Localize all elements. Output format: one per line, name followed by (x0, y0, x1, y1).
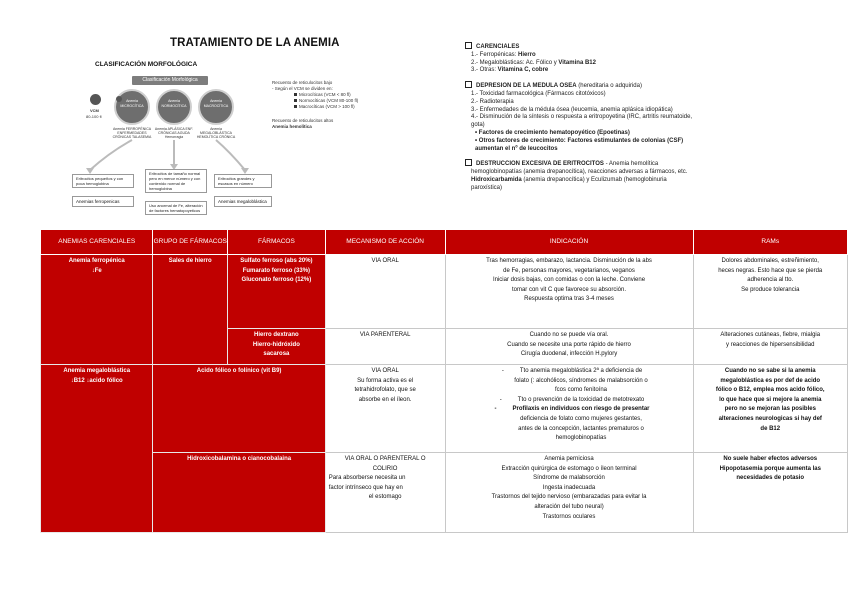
circle-label-macro: Anemia MEGALOBLÁSTICA HEMOLÍTICA CRÓNICA (196, 127, 236, 139)
table-row (41, 365, 848, 453)
cell-line: COLIRIO (372, 465, 398, 472)
cell-line (449, 377, 690, 387)
retic-item-text: Macrocíticas (VCM > 100 fl) (299, 104, 355, 109)
cell-cob-ind (445, 453, 693, 533)
cell-line: lo que hace que si mejore la anemia (719, 396, 822, 403)
cell-line: Respuesta optima tras 3-4 meses (524, 296, 614, 303)
dash: - (494, 406, 497, 413)
carenciales-title: CARENCIALES (476, 44, 520, 50)
medula-item: 2.- Radioterapia (471, 98, 514, 105)
circle-normocitica (156, 89, 192, 125)
cell-line: tetrahidrofolato, que se (354, 387, 416, 394)
connector-right (216, 140, 245, 170)
cell-line: alteraciones neurologicas si hay def (718, 415, 822, 422)
medula-item: 3.- Enfermedades de la médula ósea (leucemia, anemia aplásica idiopática) (471, 106, 673, 113)
retic-item-text: Normocíticas (VCM 80-100 fl) (299, 98, 359, 103)
item-text: 2.- Megaloblásticas: Ac. Fólico y (471, 59, 559, 66)
cell-line: No suele haber efectos adversos (723, 456, 818, 462)
retic-high-title: Recuento de reticulocitos altos (272, 118, 334, 123)
cell-oral-mech: VIA ORAL (325, 255, 445, 329)
cell-line: y reacciones de hipersensibilidad (726, 341, 815, 348)
cell-line: sacarosa (263, 351, 290, 358)
cell-line: Trastornos del tejido nervioso (embarazadas para evitar la (491, 494, 647, 501)
destruccion-text-part: (anemia drepanocítica) y Eculizumab (hemoglobinuria paroxística) (471, 176, 667, 191)
item-bold: Vitamina B12 (558, 59, 596, 66)
cell-line: Hierro-hidróxido (252, 341, 300, 348)
treatment-table (40, 229, 848, 533)
item-text: 3.- Otras: (471, 67, 498, 74)
vcm-sphere (90, 94, 101, 105)
cell-line: ↓B12 ↓acido fólico (70, 377, 123, 384)
reticulocyte-notes (272, 80, 422, 130)
cell-line: Hipopotasemia porque aumenta las (719, 465, 821, 472)
carencial-item (465, 60, 695, 68)
bullet-text: Factores de crecimiento hematopoyético (Epoetinas) (478, 129, 630, 136)
vcm-sphere-icon (90, 94, 101, 105)
destruccion-text (465, 169, 695, 192)
cell-icon (116, 96, 122, 102)
line-text: antes de la concepción, lactantes prematuros o (518, 425, 644, 432)
destruccion-title: DESTRUCCION EXCESIVA DE ERITROCITOS (476, 161, 604, 168)
cell-line (449, 396, 690, 406)
cell-anemia-ferropenica (41, 255, 153, 365)
cell-line: de B12 (760, 425, 781, 432)
cell-fol-rams (693, 365, 848, 453)
cell-line (449, 386, 690, 396)
page-title: TRATAMIENTO DE LA ANEMIA (170, 37, 340, 49)
line-text: hemoglobinopatías (555, 435, 607, 442)
retic-low-sub: - Según el VCM se dividen en: (272, 86, 333, 91)
circle-label-micro: Anemia FERROPÉNICA ENFERMEDADES CRÓNICAS TALASEMIA (112, 127, 152, 139)
cell-line: Se produce tolerancia (741, 286, 800, 293)
table-header-row (41, 230, 848, 255)
square-bullet-icon (294, 93, 297, 96)
cell-line: necesidades de potasio (736, 475, 805, 482)
circle-line: Anemia (210, 99, 222, 103)
destruccion-text-part: hemoglobinopatías (anemia drepanocítica), reacciones adversas a fármacos, etc. (471, 169, 688, 176)
item-bold: Hierro (518, 51, 536, 58)
cell-line: Para absorberse necesita un (328, 475, 406, 482)
cell-line: absorbe en el íleon. (358, 396, 412, 403)
cell-line: Anemia perniciosa (544, 456, 594, 462)
connector-left (90, 140, 132, 170)
header-indicacion: INDICACIÓN (445, 230, 693, 255)
cell-line: Su forma activa es el (357, 377, 414, 384)
cell-line: Cuando no se sabe si la anemia (724, 368, 816, 374)
cell-line: VIA ORAL (371, 368, 399, 374)
cell-par-ind (445, 329, 693, 365)
square-bullet-icon (294, 99, 297, 102)
cell-line: Cirugía duodenal, infección H.pylory (520, 351, 618, 358)
cell-line: Hierro dextrano (254, 332, 299, 338)
line-text: Tto o prevención de la toxicidad de metotrexato (517, 396, 645, 403)
cell-par-rams (693, 329, 848, 365)
medula-item: 1.- Toxicidad farmacológica (Fármacos citotóxicos) (471, 90, 606, 97)
line-text: Tto anemia megaloblástica 2ª a deficiencia de (519, 368, 643, 374)
retic-high-sub: Anemia hemolítica (272, 124, 312, 129)
cell-line (449, 367, 690, 377)
header-rams: RAMs (693, 230, 848, 255)
box-eritrocitos-pequenos: Eritrocitos pequeños y con poca hemoglobina (72, 174, 134, 188)
destruccion-bold: Hidroxicarbamida (471, 176, 522, 183)
cell-line: alteración del tubo neural) (534, 503, 604, 510)
cell-sales-hierro: Sales de hierro (153, 255, 228, 365)
spacer (272, 110, 422, 118)
header-grupo: GRUPO DE FÁRMACOS (153, 230, 228, 255)
dash: - (501, 368, 504, 374)
cell-line: Anemia megaloblástica (63, 368, 131, 374)
square-bullet-icon (294, 105, 297, 108)
cell-line: Tras hemorragias, embarazo, lactancia. Disminución de la abs (486, 258, 652, 264)
circle-label-normo: Anemia APLÁSICA ENF. CRÓNICAS AGUDA Hemorragia (154, 127, 194, 139)
cell-line: megaloblástica es por def de acido (720, 377, 821, 384)
checkbox-square-icon (465, 81, 472, 88)
circle-line: Anemia (168, 99, 180, 103)
medula-item: 4.- Disminución de la síntesis o respuesta a eritropoyetina (IRC, artritis reumatoide, gota) (471, 114, 693, 129)
cell-line: Alteraciones cutáneas, fiebre, mialgia (720, 332, 821, 338)
cell-fol-mech (325, 365, 445, 453)
cell-line: tomar con vit C que favorece su absorción. (511, 286, 627, 293)
cell-cob-rams (693, 453, 848, 533)
cell-par-drugs (228, 329, 326, 365)
cell-line: VIA ORAL O PARENTERAL O (344, 456, 426, 462)
cell-acido-folico: Acido fólico o folínico (vit B9) (153, 365, 325, 453)
destruccion-title-suffix: - Anemia hemolítica (605, 161, 659, 168)
diagram-header-box: Clasificación Morfológica (132, 76, 208, 85)
cell-par-mech: VIA PARENTERAL (325, 329, 445, 365)
header-anemias: ANEMIAS CARENCIALES (41, 230, 153, 255)
cell-cob-mech (325, 453, 445, 533)
table-row (41, 453, 848, 533)
cell-oral-ind (445, 255, 693, 329)
result-uso-anormal: Uso anormal de Fe, alteración de factores hematopoyeticos (145, 201, 207, 215)
cell-line: fólico o B12, emplea mos acido fólico, (715, 387, 825, 394)
cell-hidroxicobalamina: Hidroxicobalamina o cianocobalaina (153, 453, 325, 533)
cell-line: Dolores abdominales, estreñimiento, (721, 258, 819, 264)
line-text: Profilaxis en individuos con riesgo de presentar (512, 406, 650, 413)
carencial-item (465, 52, 695, 60)
circle-line: Anemia (126, 99, 138, 103)
header-mecanismo: MECANISMO DE ACCIÓN (325, 230, 445, 255)
item-text: 1.- Ferropénicas: (471, 51, 519, 58)
carencial-item (465, 67, 695, 75)
medula-title: DEPRESION DE LA MEDULA OSEA (476, 83, 577, 90)
circle-line: MACROCÍTICA (203, 103, 229, 108)
cell-line: el estomago (368, 494, 402, 501)
cell-line: de Fe, personas mayores, vegetarianos, veganos (503, 267, 635, 274)
result-ferropenicas: Anemias ferropenicas (72, 196, 134, 207)
line-text: deficiencia de folato como mujeres gestantes, (520, 415, 642, 422)
cell-line (449, 434, 690, 444)
vcm-value: 80-100 fl (86, 114, 102, 119)
cell-line: adherencia al tto. (747, 277, 794, 284)
retic-item-text: Microcíticas (VCM < 80 fl) (299, 92, 351, 97)
cell-line (449, 425, 690, 435)
cell-line: Extracción quirúrgica de estomago o íleon terminal (501, 465, 637, 472)
medula-bullet: • Otros factores de crecimiento: Factores estimulantes de colonias (CSF) aumentan el nº de leucocitos (475, 137, 684, 152)
cell-line: pero no se mejoran las posibles (724, 406, 816, 413)
circle-line: NORMOCÍTICA (161, 103, 187, 108)
causes-notes (465, 42, 695, 193)
cell-line: factor intrínseco que hay en (328, 484, 403, 491)
diagram-subtitle: CLASIFICACIÓN MORFOLÓGICA (95, 61, 198, 68)
cell-anemia-megaloblastica (41, 365, 153, 533)
line-text: folato (: alcohólicos, síndromes de malabsorción o (514, 377, 648, 384)
cell-line: Síndrome de malabsorción (533, 475, 605, 482)
circle-macrocitica (198, 89, 234, 125)
cell-fol-ind (445, 365, 693, 453)
line-text: fcos como fenitoína (554, 387, 608, 394)
medula-bullet: • Factores de crecimiento hematopoyético (Epoetinas) (475, 129, 630, 136)
cell-line (449, 415, 690, 425)
checkbox-square-icon (465, 42, 472, 49)
cell-line: Fumarato ferroso (33%) (242, 267, 311, 274)
carenciales-heading (465, 42, 695, 52)
retic-low-title: Recuento de reticulocitos bajo (272, 80, 333, 85)
circle-line: MICROCÍTICA (120, 103, 144, 108)
classification-diagram (70, 72, 272, 234)
cell-line: Sulfato ferroso (abs 20%) (240, 258, 313, 264)
box-eritrocitos-normales: Eritrocitos de tamaño normal pero en menor número y con contenido normal de hemoglobina (145, 169, 207, 193)
box-eritrocitos-grandes: Eritrocitos grandes y escasos en número (214, 174, 272, 188)
dash: - (499, 396, 502, 403)
cell-line: Ingesta inadecuada (542, 484, 596, 491)
destruccion-heading (465, 159, 695, 169)
cell-line (449, 405, 690, 415)
medula-title-suffix: (hereditaria o adquirida) (578, 83, 642, 90)
checkbox-square-icon (465, 159, 472, 166)
cell-line: ↓Fe (91, 267, 102, 274)
result-megaloblastica: Anemias megaloblástica (214, 196, 272, 207)
cell-line: Cuando se necesite una porte rápido de hierro (507, 341, 631, 348)
cell-line: heces negras. Esto hace que se pierda (718, 267, 823, 274)
cell-oral-drugs (228, 255, 326, 329)
vcm-label: VCM (90, 108, 99, 113)
cell-line: Cuando no se puede vía oral. (529, 332, 609, 338)
cell-line: Gluconato ferroso (12%) (241, 277, 312, 284)
header-farmacos: FÁRMACOS (228, 230, 326, 255)
cell-line: Anemia ferropénica (68, 258, 125, 264)
cell-line: Trastornos oculares (542, 513, 596, 520)
table-row (41, 255, 848, 329)
cell-line: Iniciar dosis bajas, con comidas o con la leche. Conviene (492, 277, 646, 284)
cell-oral-rams (693, 255, 848, 329)
bullet-text: Otros factores de crecimiento: Factores estimulantes de colonias (CSF) aumentan el nº de leucocitos (475, 137, 684, 152)
item-bold: Vitamina C, cobre (497, 67, 549, 74)
medula-heading (465, 81, 695, 91)
